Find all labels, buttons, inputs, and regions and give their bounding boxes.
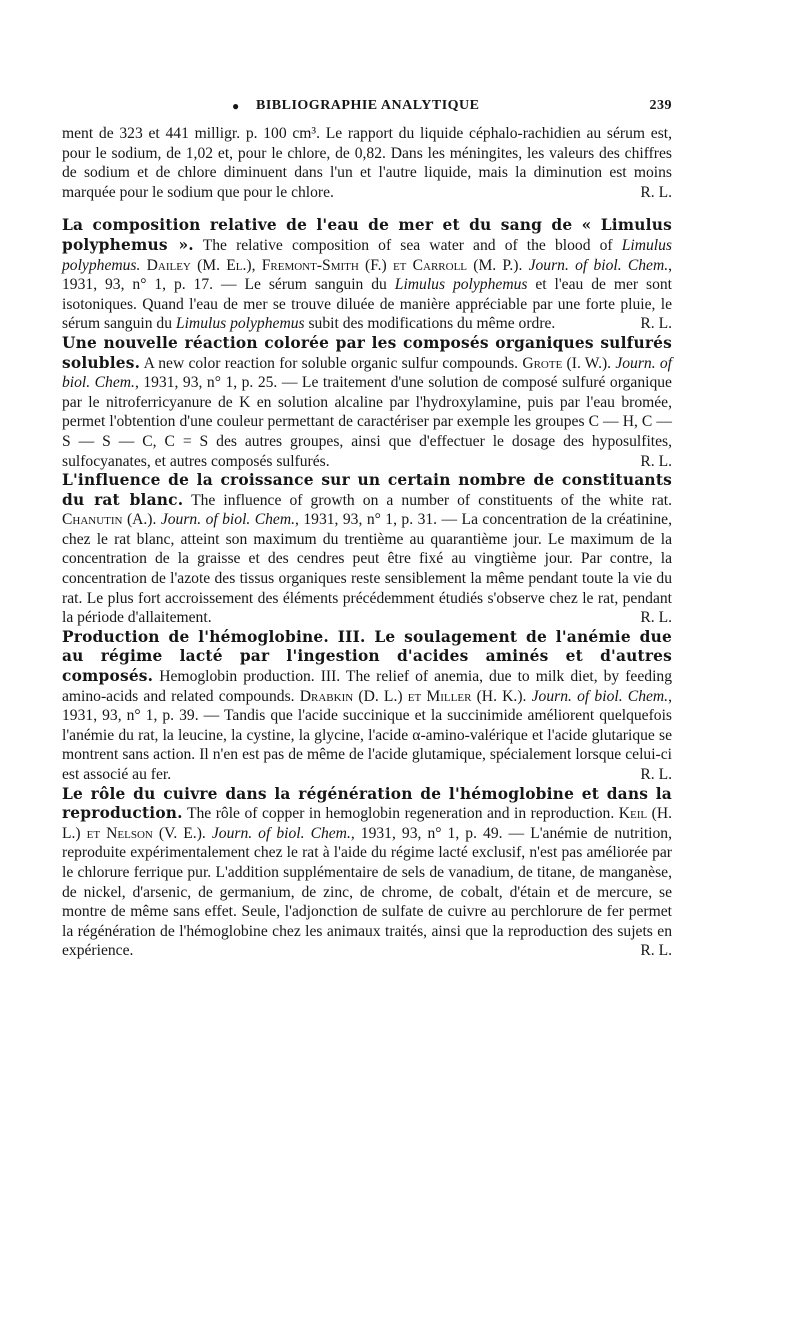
signature: R. L. — [640, 766, 672, 783]
journal: Journ. of biol. Chem. — [531, 687, 669, 705]
english-title: The influence of growth on a number of constituents of the white rat. — [183, 491, 672, 509]
entry-title: L'influence de la croissance sur un certain nombre de constituants du rat blanc. — [62, 471, 672, 509]
running-title: BIBLIOGRAPHIE ANALYTIQUE — [256, 98, 480, 113]
page-number: 239 — [649, 98, 672, 113]
summary: La concentration de la créatinine, chez le rat blanc, atteint son maximum du trentième au quarantième jour. Le maximum de la concentration de la graisse et des cendres peut être fixé au vingtième jour. Par contre, la concentration de l'azote des tissus organiques reste sensiblement la même pendant toute la vie du rat. Le plus fort accroissement des éléments précédemment étudiés s'observe chez le rat, pendant la période d'allaitement. — [62, 511, 672, 627]
signature: R. L. — [640, 942, 672, 960]
authors: Dailey (M. El.), Fremont-Smith (F.) et Carroll (M. P.). — [146, 256, 523, 274]
summary-part: subit des modifications du même ordre. — [304, 315, 556, 333]
citation: , 1931, 93, n° 1, p. 31. — — [295, 511, 462, 529]
journal: Journ. of biol. Chem. — [528, 256, 669, 274]
summary: L'anémie de nutrition, reproduite expérimentalement chez le rat à l'aide du régime lacté exclusif, n'est pas améliorée par le chlorure ferrique pur. L'addition supplémentaire de sels de vanadium, de titane, de manganèse, de nickel, d'arsenic, de germanium, de zinc, de chrome, de cobalt, d'étain et de mercure, se montre de même sans effet. Seule, l'adjonction de sulfate de cuivre au perchlorure de fer permet la régénération de l'hémoglobine chez les animaux traités, ainsi que la reproduction des sujets en expérience. — [62, 824, 672, 960]
entry-title: La composition relative de l'eau de mer et du sang de « Limulus polyphemus ». — [62, 216, 672, 254]
continuation-paragraph — [62, 124, 672, 202]
english-title: A new color reaction for soluble organic sulfur compounds. — [140, 354, 523, 372]
summary: Tandis que l'acide succinique et la succinimide améliorent quelquefois l'anémie du rat, la leucine, la cystine, la glycine, l'acide α-amino-valérique et l'acide glutarique se montrent sans action. Il n'en est pas de même de l'acide glutamique, spécialement lorsque celui-ci est associé au fer. — [62, 707, 672, 783]
citation: , 1931, 93, n° 1, p. 39. — — [62, 687, 672, 725]
page-header — [62, 96, 672, 120]
journal: Journ. of biol. Chem. — [62, 354, 672, 392]
entry-title: Le rôle du cuivre dans la régénération de l'hémoglobine et dans la reproduction. — [62, 784, 672, 823]
summary-part: Le sérum sanguin du — [244, 276, 395, 294]
continuation-text: ment de 323 et 441 milligr. p. 100 cm³. Le rapport du liquide céphalo-rachidien au sérum est, pour le sodium, de 1,02 et, pour le chlore, de 0,82. Dans les méningites, les valeurs des chiffres de sodium et de chlore diminuent dans l'un et l'autre liquide, mais la diminution est moins marquée pour le sodium que pour le chlore. — [62, 125, 672, 201]
summary: Le traitement d'une solution de composé sulfuré organique par le nitroferricyanure de K en solution alcaline par l'hydroxylamine, puis par l'eau bromée, permet l'obtention d'une couleur permettant de caractériser par exemple les groupes C — H, C — S — S — C, C = S des autres groupes, ainsi que d'effectuer le dosage des hyposulfites, sulfocyanates, et autres composés sulfurés. — [62, 374, 672, 470]
summary-part: et l'eau de mer sont isotoniques. Quand l'eau de mer se trouve diluée de manière appréciable par une forte pluie, le sérum sanguin du — [62, 276, 672, 333]
authors: Drabkin (D. L.) et Miller (H. K.). — [299, 687, 527, 705]
signature: R. L. — [640, 183, 672, 201]
journal: Journ. of biol. Chem. — [160, 511, 296, 529]
entry-growth-rat — [62, 471, 672, 628]
citation: , 1931, 93, n° 1, p. 17. — — [62, 256, 673, 294]
page-content — [62, 124, 672, 961]
citation: , 1931, 93, n° 1, p. 25. — — [134, 374, 302, 392]
signature: R. L. — [640, 315, 672, 333]
entry-hemoglobin-production — [62, 628, 672, 785]
entry-copper-role — [62, 785, 672, 961]
english-title: Hemoglobin production. III. The relief of anemia, due to milk diet, by feeding amino-acids and related compounds. — [62, 668, 672, 705]
entry-title: Production de l'hémoglobine. III. Le soulagement de l'anémie due au régime lacté par l'ingestion d'acides aminés et d'autres composés. — [62, 627, 672, 686]
citation: , 1931, 93, n° 1, p. 49. — — [350, 824, 531, 842]
authors: Grote (I. W.). — [522, 354, 612, 372]
bullet-mark: ● — [232, 99, 240, 113]
species-name: Limulus polyphemus — [175, 315, 305, 333]
species-name: Limulus polyphemus — [394, 276, 528, 294]
signature: R. L. — [640, 609, 672, 627]
english-title-italic: Limulus polyphemus. — [62, 236, 672, 274]
english-title: The relative composition of sea water and of the blood of — [202, 236, 622, 254]
entry-title: Une nouvelle réaction colorée par les composés organiques sulfurés solubles. — [62, 333, 672, 372]
authors: Chanutin (A.). — [62, 511, 157, 529]
signature: R. L. — [640, 452, 672, 470]
english-title: The rôle of copper in hemoglobin regeneration and in reproduction. — [182, 805, 619, 823]
journal: Journ. of biol. Chem. — [211, 824, 351, 842]
entry-sulfur-reaction — [62, 334, 672, 471]
authors: Keil (H. L.) et Nelson (V. E.). — [62, 805, 672, 842]
entry-limulus — [62, 216, 672, 334]
